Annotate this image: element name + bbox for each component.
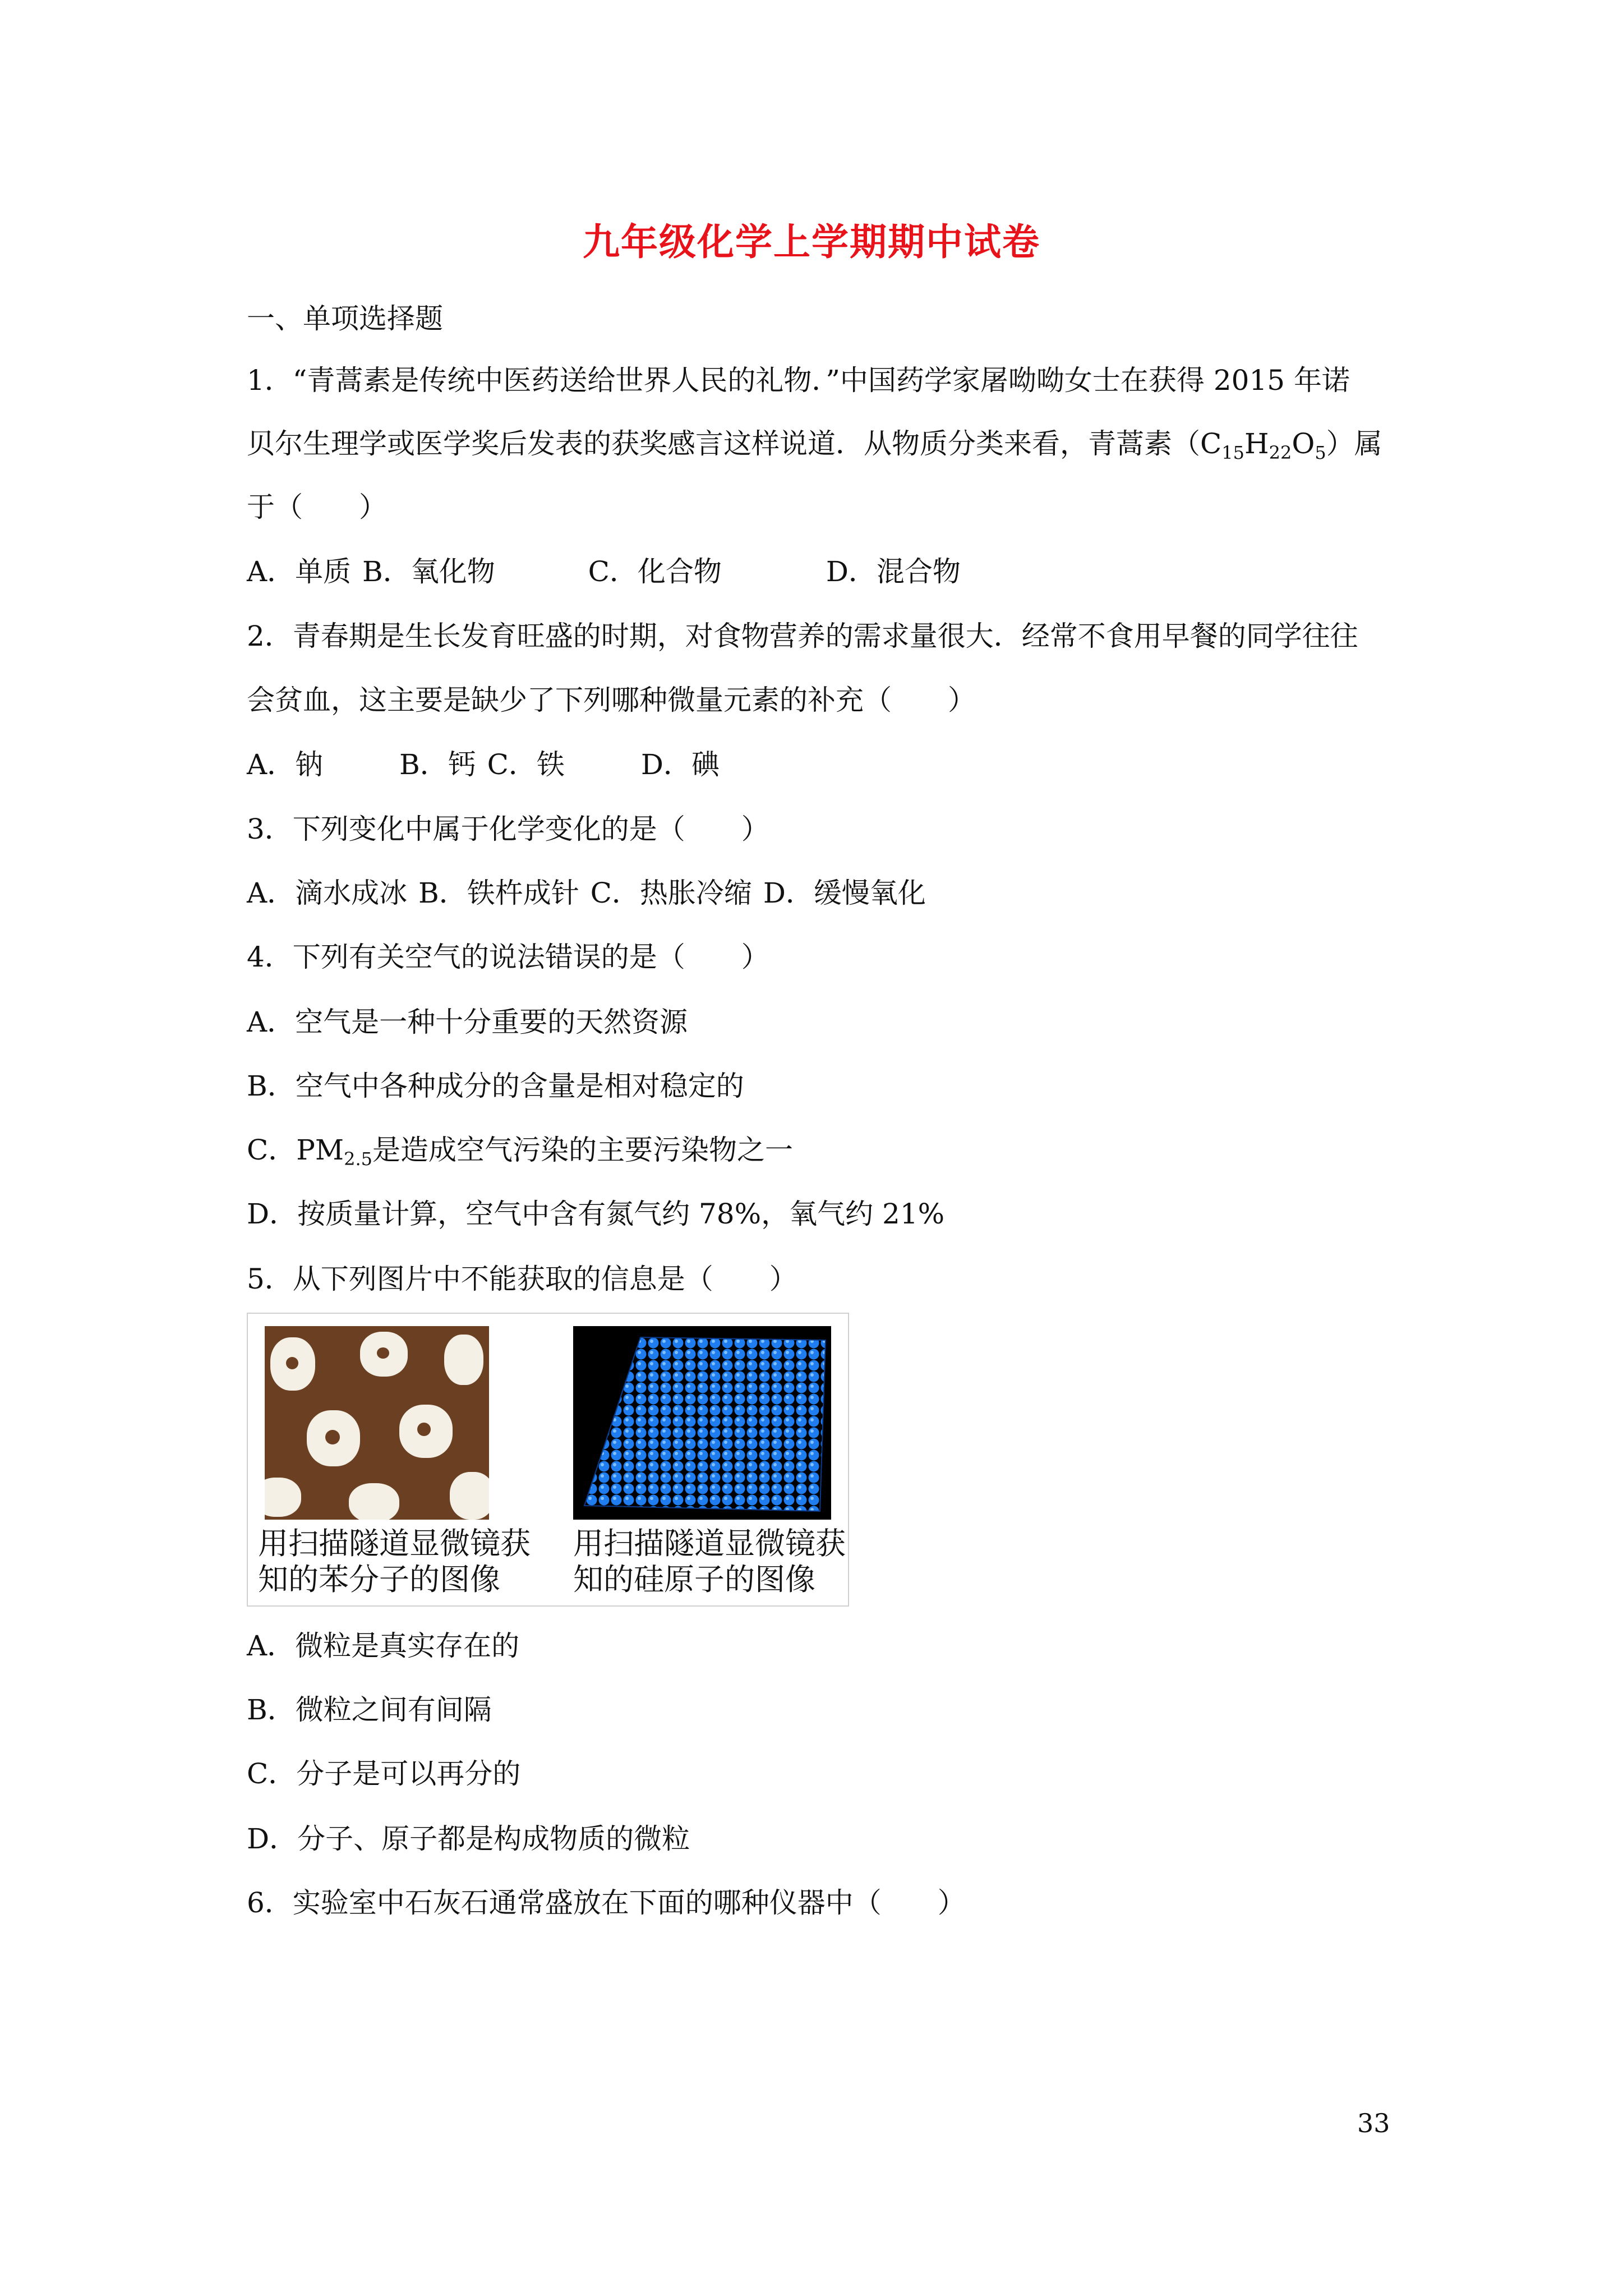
caption-benzene-line1: 用扫描隧道显微镜获 bbox=[258, 1526, 531, 1561]
q3-option-c: C．热胀冷缩 bbox=[590, 877, 752, 909]
benzene-molecule-image bbox=[265, 1326, 489, 1520]
q4-option-c-pre: C．PM bbox=[247, 1134, 344, 1166]
q1-line2-post: ）属 bbox=[1326, 427, 1382, 460]
q4-option-d: D．按质量计算，空气中含有氮气约 78%，氧气约 21% bbox=[247, 1198, 945, 1230]
formula-sub-c: 15 bbox=[1221, 442, 1244, 463]
q1-options bbox=[247, 555, 961, 588]
q1-line2-pre: 贝尔生理学或医学奖后发表的获奖感言这样说道．从物质分类来看，青蒿素（C bbox=[247, 427, 1222, 460]
q5-option-a: A．微粒是真实存在的 bbox=[247, 1630, 520, 1662]
pm-subscript: 2.5 bbox=[344, 1148, 372, 1170]
caption-silicon-line1: 用扫描隧道显微镜获 bbox=[573, 1526, 846, 1561]
formula-h: H bbox=[1244, 427, 1269, 460]
q6-line1: 6．实验室中石灰石通常盛放在下面的哪种仪器中（ ） bbox=[247, 1887, 966, 1919]
q2-option-a: A．钠 bbox=[247, 748, 324, 781]
q4-option-c bbox=[247, 1133, 793, 1170]
q5-option-c: C．分子是可以再分的 bbox=[247, 1757, 521, 1790]
q3-line1: 3．下列变化中属于化学变化的是（ ） bbox=[247, 813, 769, 845]
q3-option-d: D．缓慢氧化 bbox=[763, 877, 926, 909]
formula-o: O bbox=[1292, 427, 1315, 460]
q1-option-c: C．化合物 bbox=[588, 555, 722, 588]
q1-line2 bbox=[247, 427, 1382, 461]
microscope-figure bbox=[247, 1313, 849, 1607]
caption-benzene-line2: 知的苯分子的图像 bbox=[258, 1562, 500, 1597]
q1-option-a: A．单质 bbox=[247, 555, 352, 588]
q2-line2: 会贫血，这主要是缺少了下列哪种微量元素的补充（ ） bbox=[247, 684, 976, 716]
q1-line3: 于（ ） bbox=[247, 491, 387, 523]
q4-line1: 4．下列有关空气的说法错误的是（ ） bbox=[247, 941, 769, 973]
q1-line1: 1．“青蒿素是传统中医药送给世界人民的礼物．”中国药学家屠呦呦女士在获得 2015 年诺 bbox=[247, 364, 1350, 397]
q4-option-b: B．空气中各种成分的含量是相对稳定的 bbox=[247, 1070, 744, 1102]
formula-sub-h: 22 bbox=[1269, 442, 1292, 463]
q2-options bbox=[247, 748, 720, 781]
formula-sub-o: 5 bbox=[1315, 442, 1326, 463]
q3-option-b: B．铁杵成针 bbox=[418, 877, 579, 909]
q4-option-c-post: 是造成空气污染的主要污染物之一 bbox=[372, 1134, 793, 1166]
page-number: 33 bbox=[1357, 2108, 1390, 2138]
q2-option-c: C．铁 bbox=[487, 748, 565, 781]
q5-option-b: B．微粒之间有间隔 bbox=[247, 1694, 492, 1726]
q4-option-a: A．空气是一种十分重要的天然资源 bbox=[247, 1006, 688, 1038]
q1-option-d: D．混合物 bbox=[826, 555, 961, 588]
q2-line1: 2．青春期是生长发育旺盛的时期，对食物营养的需求量很大．经常不食用早餐的同学往往 bbox=[247, 620, 1358, 652]
section-heading: 一、单项选择题 bbox=[247, 302, 443, 335]
q5-option-d: D．分子、原子都是构成物质的微粒 bbox=[247, 1823, 690, 1855]
silicon-atom-image bbox=[573, 1326, 831, 1520]
q3-options bbox=[247, 876, 926, 910]
q5-line1: 5．从下列图片中不能获取的信息是（ ） bbox=[247, 1263, 797, 1295]
q2-option-d: D．碘 bbox=[640, 748, 720, 781]
q1-option-b: B．氧化物 bbox=[362, 555, 495, 588]
q2-option-b: B．钙 bbox=[399, 748, 476, 781]
caption-silicon-line2: 知的硅原子的图像 bbox=[573, 1562, 815, 1597]
page-title: 九年级化学上学期期中试卷 bbox=[583, 220, 1040, 264]
q3-option-a: A．滴水成冰 bbox=[247, 877, 408, 909]
